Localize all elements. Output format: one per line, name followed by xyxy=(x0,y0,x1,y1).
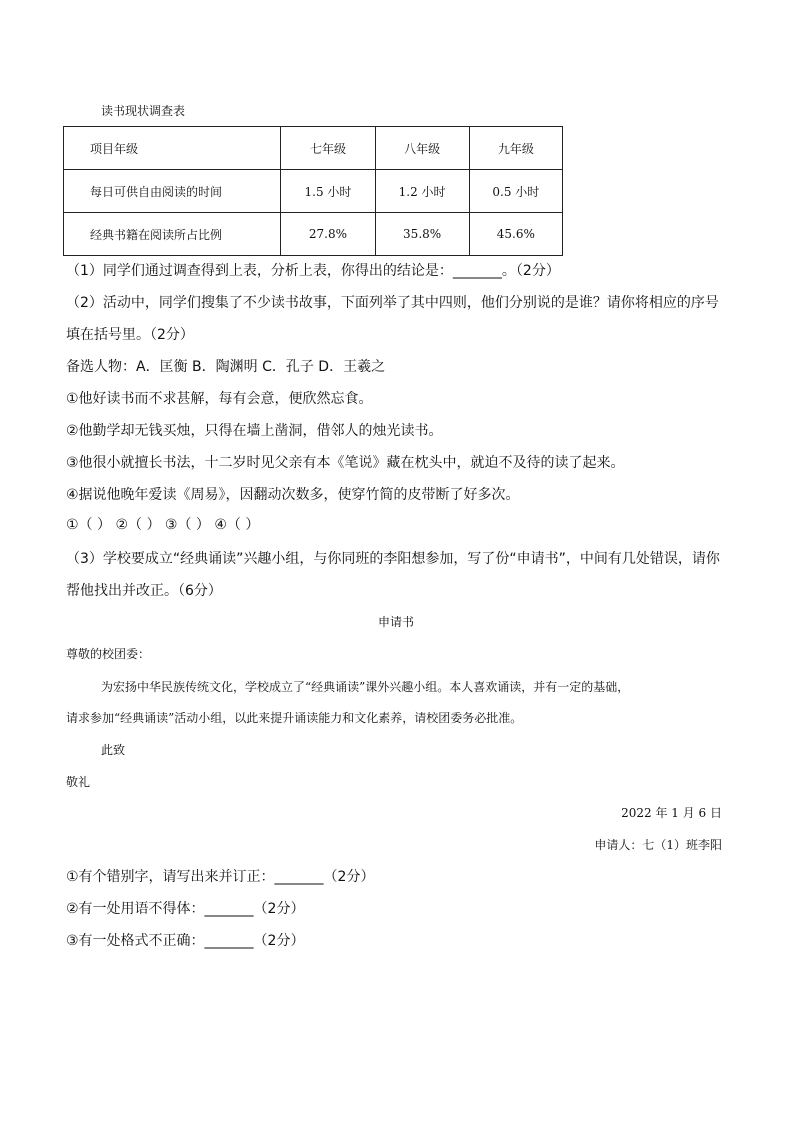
sub-question: ②有一处用语不得体：_______（2分） xyxy=(66,901,305,917)
letter-salutation: 尊敬的校团委： xyxy=(66,647,151,661)
survey-title: 读书现状调查表 xyxy=(101,104,186,118)
letter-signer: 申请人：七（1）班李阳 xyxy=(594,838,722,852)
question-1: （1）同学们通过调查得到上表，分析上表，你得出的结论是：_______。（2分） xyxy=(66,263,560,279)
table-cell: 35.8% xyxy=(375,213,469,256)
table-cell: 每日可供自由阅读的时间 xyxy=(64,170,281,213)
story-item: ④据说他晚年爱读《周易》，因翻动次数多，使穿竹简的皮带断了好多次。 xyxy=(66,487,520,503)
story-item: ②他勤学却无钱买烛，只得在墙上凿洞，借邻人的烛光读书。 xyxy=(66,423,443,439)
table-row xyxy=(64,170,563,213)
header-cell: 八年级 xyxy=(375,127,469,170)
story-item: ③他很小就擅长书法，十二岁时见父亲有本《笔说》藏在枕头中，就迫不及待的读了起来。 xyxy=(66,455,625,471)
table-cell: 45.6% xyxy=(469,213,562,256)
table-cell: 27.8% xyxy=(281,213,375,256)
answer-brackets[interactable]: ①（ ） ②（ ） ③（ ） ④（ ） xyxy=(66,517,260,533)
survey-table xyxy=(63,126,563,256)
table-cell: 1.2 小时 xyxy=(375,170,469,213)
table-cell: 经典书籍在阅读所占比例 xyxy=(64,213,281,256)
letter-body-line-1: 为宏扬中华民族传统文化，学校成立了“经典诵读”课外兴趣小组。本人喜欢诵读，并有一定的基础， xyxy=(101,680,630,694)
letter-title: 申请书 xyxy=(378,615,415,629)
header-cell: 项目年级 xyxy=(64,127,281,170)
candidate-options: 备选人物：A．匡衡 B．陶渊明 C．孔子 D．王羲之 xyxy=(66,359,386,375)
sub-question: ③有一处格式不正确：_______（2分） xyxy=(66,933,305,949)
table-cell: 0.5 小时 xyxy=(469,170,562,213)
letter-closing-2: 敬礼 xyxy=(66,775,91,789)
question-3-line-1: （3）学校要成立“经典诵读”兴趣小组，与你同班的李阳想参加，写了份“申请书”，中间有几处错误，请你 xyxy=(66,551,720,567)
letter-date: 2022 年 1 月 6 日 xyxy=(621,806,722,820)
question-2-line-1: （2）活动中，同学们搜集了不少读书故事，下面列举了其中四则，他们分别说的是谁？请你将相应的序号 xyxy=(66,295,719,311)
letter-closing-1: 此致 xyxy=(101,743,126,757)
question-3-line-2: 帮他找出并改正。（6分） xyxy=(66,583,222,599)
header-cell: 七年级 xyxy=(281,127,375,170)
table-row xyxy=(64,213,563,256)
sub-question: ①有个错别字，请写出来并订正：_______（2分） xyxy=(66,869,375,885)
table-header-row xyxy=(64,127,563,170)
letter-body-line-2: 请求参加“经典诵读”活动小组，以此来提升诵读能力和文化素养，请校团委务必批准。 xyxy=(66,711,523,725)
story-item: ①他好读书而不求甚解，每有会意，便欣然忘食。 xyxy=(66,391,373,407)
question-2-line-2: 填在括号里。（2分） xyxy=(66,327,194,343)
header-cell: 九年级 xyxy=(469,127,562,170)
table-cell: 1.5 小时 xyxy=(281,170,375,213)
